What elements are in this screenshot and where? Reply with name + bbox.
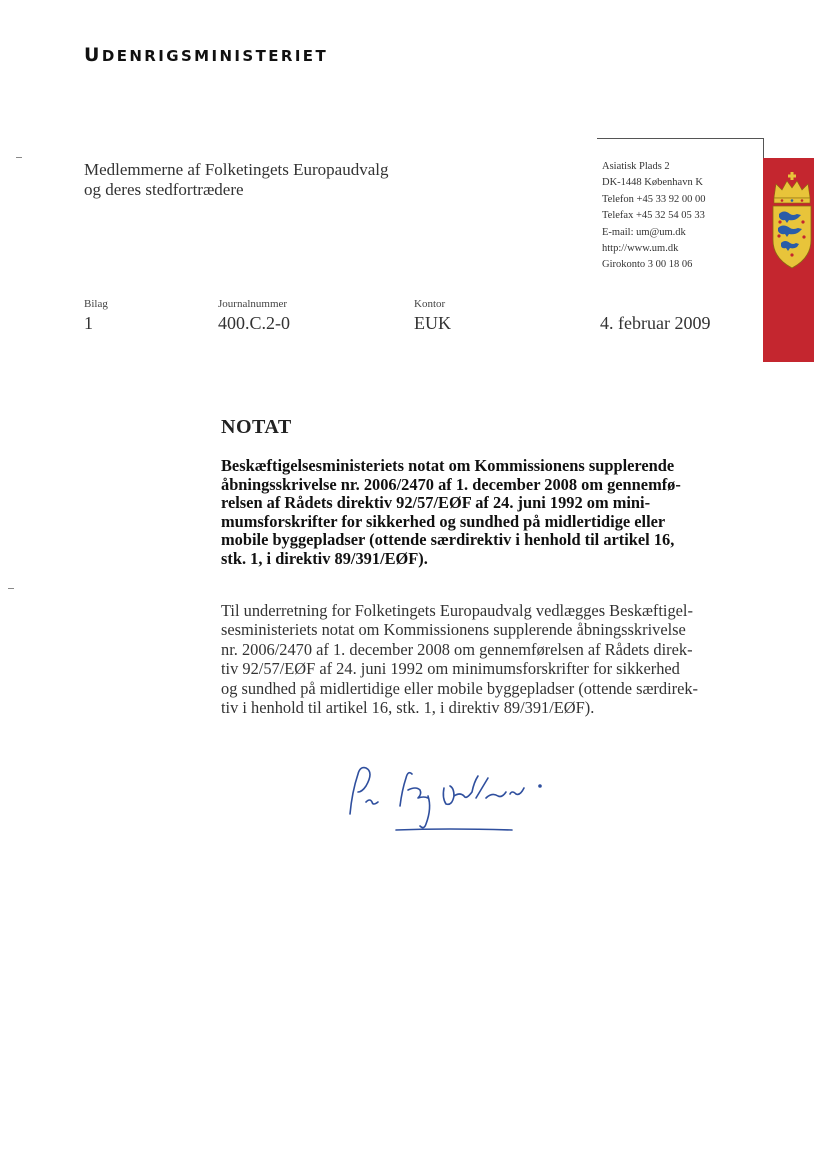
body-line: nr. 2006/2470 af 1. december 2008 om gennemførelsen af Rådets direk- <box>221 639 693 659</box>
body-line: tiv i henhold til artikel 16, stk. 1, i direktiv 89/391/EØF). <box>221 698 595 718</box>
subject-heading <box>221 457 731 568</box>
danish-coat-of-arms-icon <box>770 172 814 275</box>
recipient-line-1: Medlemmerne af Folketingets Europaudvalg <box>84 160 389 179</box>
subject-line: stk. 1, i direktiv 89/391/EØF). <box>221 548 428 568</box>
recipient-line-2: og deres stedfortrædere <box>84 180 244 199</box>
address-giro: Girokonto 3 00 18 06 <box>602 259 693 271</box>
ministry-header-initial: U <box>84 44 102 66</box>
body-line: sesministeriets notat om Kommissionens supplerende åbningsskrivelse <box>221 620 686 640</box>
notat-heading: NOTAT <box>221 416 292 438</box>
ministry-header <box>84 44 328 66</box>
kontor-value: EUK <box>414 313 451 333</box>
subject-line: Beskæftigelsesministeriets notat om Kommissionens supplerende <box>221 456 675 475</box>
address-divider-vertical <box>763 138 764 158</box>
subject-line: mobile byggepladser (ottende særdirektiv i henhold til artikel 16, <box>221 530 675 549</box>
ministry-header-rest: DENRIGSMINISTERIET <box>101 47 329 65</box>
bilag-label: Bilag <box>84 298 108 310</box>
kontor-label: Kontor <box>414 298 446 310</box>
address-divider <box>597 138 763 139</box>
journal-number-value: 400.C.2-0 <box>218 313 290 333</box>
address-street: Asiatisk Plads 2 <box>602 161 670 172</box>
margin-tick <box>16 157 22 158</box>
subject-line: mumsforskrifter for sikkerhed og sundhed på midlertidige eller <box>221 511 666 531</box>
sender-address-block <box>602 159 705 274</box>
address-city: DK-1448 København K <box>602 177 703 189</box>
bilag-value: 1 <box>84 313 93 333</box>
handwritten-signature-icon <box>336 752 566 847</box>
address-website: http://www.um.dk <box>602 243 679 255</box>
body-line: Til underretning for Folketingets Europaudvalg vedlægges Beskæftigel- <box>221 601 693 620</box>
address-phone: Telefon +45 33 92 00 00 <box>602 193 706 205</box>
body-line: tiv 92/57/EØF af 24. juni 1992 om minimumsforskrifter for sikkerhed <box>221 659 680 679</box>
body-line: og sundhed på midlertidige eller mobile byggepladser (ottende særdirek- <box>221 678 699 698</box>
subject-line: relsen af Rådets direktiv 92/57/EØF af 24. juni 1992 om mini- <box>221 493 651 512</box>
body-paragraph <box>221 601 731 717</box>
journal-number-label: Journalnummer <box>218 298 288 310</box>
margin-tick <box>8 588 14 589</box>
address-fax: Telefax +45 32 54 05 33 <box>602 210 705 222</box>
subject-line: åbningsskrivelse nr. 2006/2470 af 1. december 2008 om gennemfø- <box>221 474 681 494</box>
document-date: 4. februar 2009 <box>600 313 711 333</box>
recipient-block <box>84 160 389 200</box>
address-email: E-mail: um@um.dk <box>602 226 686 238</box>
